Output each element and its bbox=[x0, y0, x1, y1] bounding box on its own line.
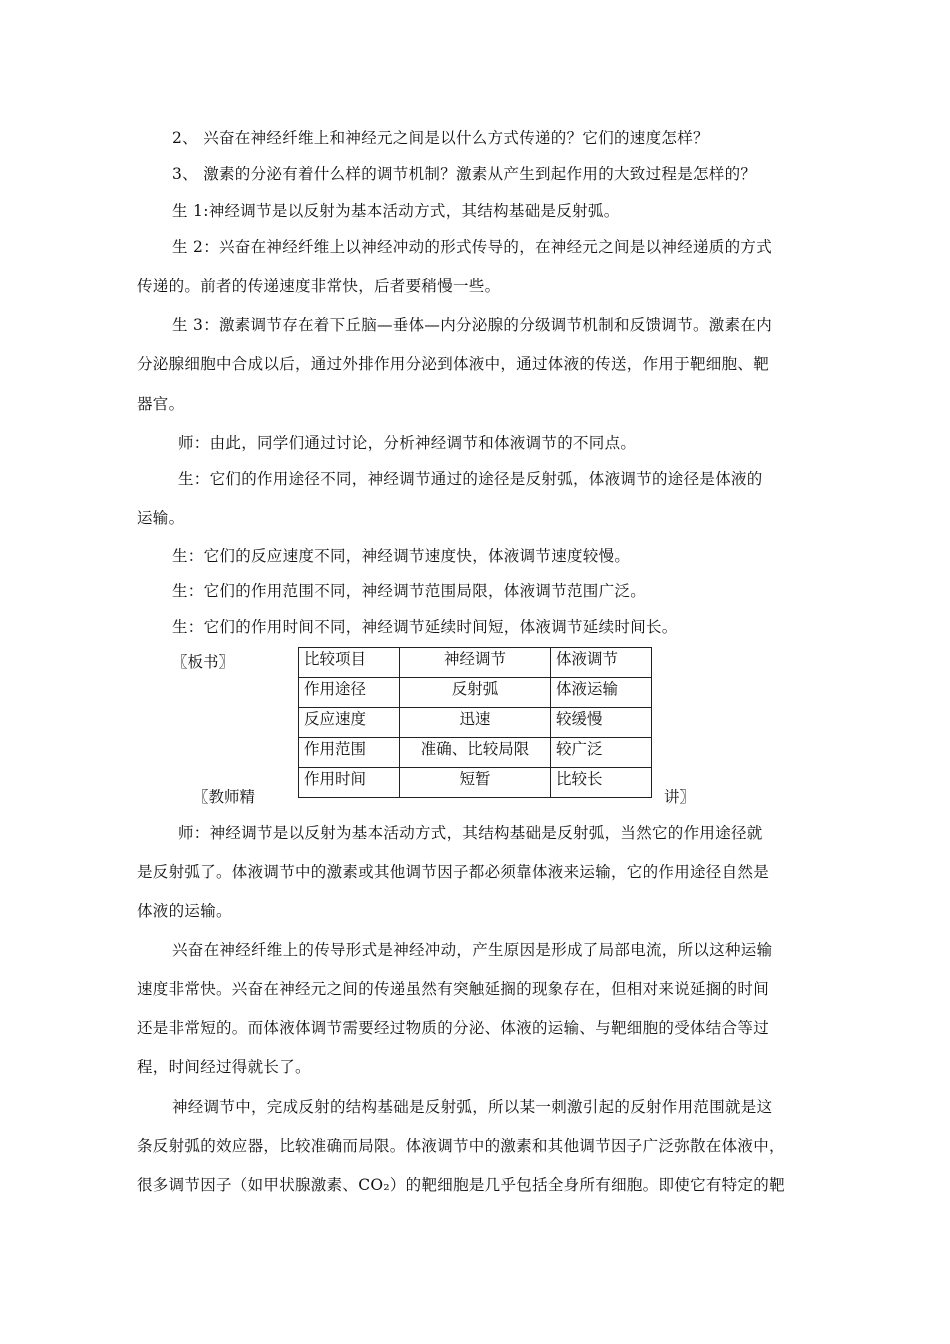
paragraph-line: 生 2：兴奋在神经纤维上以神经冲动的形式传导的，在神经元之间是以神经递质的方式 bbox=[172, 238, 772, 256]
comparison-table bbox=[298, 647, 652, 798]
paragraph-line: 生：它们的作用时间不同，神经调节延续时间短，体液调节延续时间长。 bbox=[172, 618, 678, 636]
paragraph-line: 生 1:神经调节是以反射为基本活动方式，其结构基础是反射弧。 bbox=[172, 202, 620, 220]
paragraph-line: 神经调节中，完成反射的结构基础是反射弧，所以某一刺激引起的反射作用范围就是这 bbox=[172, 1098, 773, 1116]
table-cell: 神经调节 bbox=[400, 648, 551, 678]
table-cell: 反应速度 bbox=[299, 708, 400, 738]
paragraph-line: 生：它们的作用途径不同，神经调节通过的途径是反射弧，体液调节的途径是体液的 bbox=[178, 470, 763, 488]
paragraph-line: 是反射弧了。体液调节中的激素或其他调节因子都必须靠体液来运输，它的作用途径自然是 bbox=[137, 863, 770, 881]
table-cell: 作用范围 bbox=[299, 738, 400, 768]
paragraph-line: 器官。 bbox=[137, 395, 185, 413]
table-row bbox=[299, 648, 652, 678]
table-cell: 比较长 bbox=[551, 768, 652, 798]
paragraph-line: 兴奋在神经纤维上的传导形式是神经冲动，产生原因是形成了局部电流，所以这种运输 bbox=[172, 941, 773, 959]
table-cell: 体液运输 bbox=[551, 678, 652, 708]
teacher-label-left: 〖教师精 bbox=[193, 788, 256, 806]
table-cell: 短暂 bbox=[400, 768, 551, 798]
paragraph-line: 师：神经调节是以反射为基本活动方式，其结构基础是反射弧，当然它的作用途径就 bbox=[178, 824, 763, 842]
paragraph-line: 生：它们的反应速度不同，神经调节速度快，体液调节速度较慢。 bbox=[172, 547, 631, 565]
paragraph-line: 运输。 bbox=[137, 509, 185, 527]
table-cell: 准确、比较局限 bbox=[400, 738, 551, 768]
table-row bbox=[299, 708, 652, 738]
table-row bbox=[299, 738, 652, 768]
table-cell: 体液调节 bbox=[551, 648, 652, 678]
paragraph-line: 程，时间经过得就长了。 bbox=[137, 1058, 311, 1076]
paragraph-line: 师：由此，同学们通过讨论，分析神经调节和体液调节的不同点。 bbox=[178, 434, 637, 452]
paragraph-line: 速度非常快。兴奋在神经元之间的传递虽然有突触延搁的现象存在，但相对来说延搁的时间 bbox=[137, 980, 770, 998]
paragraph-line: 2、 兴奋在神经纤维上和神经元之间是以什么方式传递的？它们的速度怎样？ bbox=[172, 129, 709, 147]
paragraph-line: 条反射弧的效应器，比较准确而局限。体液调节中的激素和其他调节因子广泛弥散在体液中， bbox=[137, 1137, 785, 1155]
paragraph-line: 分泌腺细胞中合成以后，通过外排作用分泌到体液中，通过体液的传送，作用于靶细胞、靶 bbox=[137, 355, 770, 373]
table-cell: 反射弧 bbox=[400, 678, 551, 708]
paragraph-line: 体液的运输。 bbox=[137, 902, 232, 920]
table-row bbox=[299, 768, 652, 798]
paragraph-line: 还是非常短的。而体液体调节需要经过物质的分泌、体液的运输、与靶细胞的受体结合等过 bbox=[137, 1019, 770, 1037]
table-cell: 作用时间 bbox=[299, 768, 400, 798]
table-cell: 作用途径 bbox=[299, 678, 400, 708]
paragraph-line: 传递的。前者的传递速度非常快，后者要稍慢一些。 bbox=[137, 277, 501, 295]
table-cell: 比较项目 bbox=[299, 648, 400, 678]
board-label: 〖板书〗 bbox=[172, 653, 235, 671]
teacher-label-right: 讲〗 bbox=[664, 788, 696, 806]
table-cell: 迅速 bbox=[400, 708, 551, 738]
table-row bbox=[299, 678, 652, 708]
paragraph-line: 生：它们的作用范围不同，神经调节范围局限，体液调节范围广泛。 bbox=[172, 582, 647, 600]
paragraph-line: 生 3：激素调节存在着下丘脑—垂体—内分泌腺的分级调节机制和反馈调节。激素在内 bbox=[172, 316, 772, 334]
paragraph-line: 很多调节因子（如甲状腺激素、CO₂）的靶细胞是几乎包括全身所有细胞。即使它有特定的靶 bbox=[137, 1176, 785, 1194]
table-cell: 较广泛 bbox=[551, 738, 652, 768]
table-cell: 较缓慢 bbox=[551, 708, 652, 738]
paragraph-line: 3、 激素的分泌有着什么样的调节机制？激素从产生到起作用的大致过程是怎样的？ bbox=[172, 165, 757, 183]
